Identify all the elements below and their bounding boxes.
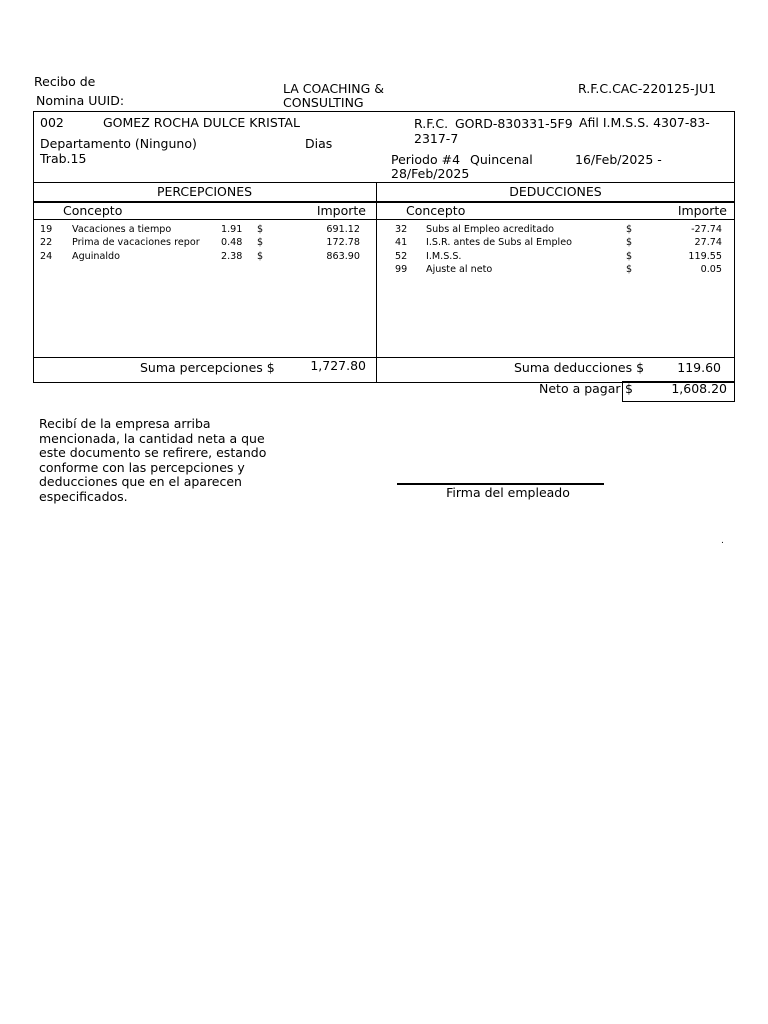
table-row <box>0 237 768 250</box>
row-concept: Aguinaldo <box>72 251 120 262</box>
signature-label: Firma del empleado <box>446 485 570 500</box>
percepciones-amount-header: Importe <box>316 203 366 218</box>
row-quantity: 0.48 <box>221 237 243 248</box>
row-code: 52 <box>395 251 408 262</box>
percepciones-sum-label: Suma percepciones $ <box>140 360 275 375</box>
row-amount: 119.55 <box>688 251 722 262</box>
row-concept: Subs al Empleo acreditado <box>426 224 555 235</box>
receipt-label: Recibo de <box>34 74 96 89</box>
percepciones-sum-value: 1,727.80 <box>310 358 366 373</box>
imss-number-line1: Afil I.M.S.S. 4307-83- <box>579 115 710 130</box>
company-name-line2: CONSULTING <box>283 95 364 110</box>
row-concept: Ajuste al neto <box>426 264 493 275</box>
deducciones-sum-value: 119.60 <box>677 360 721 375</box>
percepciones-title: PERCEPCIONES <box>156 184 253 199</box>
row-concept: I.S.R. antes de Subs al Empleo <box>426 237 572 248</box>
row-currency: $ <box>626 251 633 262</box>
company-name-line1: LA COACHING & <box>283 81 385 96</box>
employee-name: GOMEZ ROCHA DULCE KRISTAL <box>103 115 300 130</box>
row-amount: 863.90 <box>326 251 360 262</box>
row-currency: $ <box>626 264 633 275</box>
period-type: Quincenal <box>470 152 533 167</box>
employee-rfc: GORD-830331-5F9 <box>455 116 573 131</box>
days-worked: Trab.15 <box>40 151 87 166</box>
net-pay-label: Neto a pagar <box>539 381 621 396</box>
row-code: 99 <box>395 264 408 275</box>
receipt-statement: Recibí de la empresa arriba mencionada, la cantidad neta a que este documento se refirere, estando conforme con las percepciones y deducciones que en el aparecen especificados. <box>39 416 267 504</box>
row-concept: Vacaciones a tiempo <box>72 224 172 235</box>
table-totals-separator <box>33 357 734 358</box>
row-concept: Prima de vacaciones repor <box>72 237 200 248</box>
deducciones-amount-header: Importe <box>677 203 727 218</box>
table-header-separator <box>33 219 734 220</box>
deducciones-title: DEDUCCIONES <box>509 184 602 199</box>
imss-number-line2: 2317-7 <box>414 131 459 146</box>
net-pay-value: 1,608.20 <box>671 381 727 396</box>
row-amount: 27.74 <box>694 237 722 248</box>
table-row <box>0 224 768 237</box>
row-amount: 691.12 <box>326 224 360 235</box>
table-divider <box>376 182 377 382</box>
percepciones-concept-header: Concepto <box>63 203 123 218</box>
department: Departamento (Ninguno) <box>40 136 197 151</box>
row-currency: $ <box>257 237 264 248</box>
net-pay-currency: $ <box>625 381 633 396</box>
uuid-label: Nomina UUID: <box>36 93 125 108</box>
row-amount: 0.05 <box>700 264 722 275</box>
days-label: Dias <box>305 136 333 151</box>
row-quantity: 2.38 <box>221 251 243 262</box>
employee-number: 002 <box>40 115 64 130</box>
table-title-separator <box>33 201 734 203</box>
row-amount: 172.78 <box>326 237 360 248</box>
row-amount: -27.74 <box>691 224 722 235</box>
row-currency: $ <box>626 237 633 248</box>
period-end-date: 28/Feb/2025 <box>391 166 470 181</box>
deducciones-sum-label: Suma deducciones $ <box>514 360 645 375</box>
row-code: 24 <box>40 251 53 262</box>
row-code: 32 <box>395 224 408 235</box>
row-code: 19 <box>40 224 53 235</box>
period-number: Periodo #4 <box>391 152 461 167</box>
table-row <box>0 251 768 264</box>
row-concept: I.M.S.S. <box>426 251 462 262</box>
row-currency: $ <box>257 224 264 235</box>
row-currency: $ <box>257 251 264 262</box>
page-mark: . <box>721 536 724 546</box>
table-row <box>0 264 768 277</box>
row-code: 22 <box>40 237 53 248</box>
row-code: 41 <box>395 237 408 248</box>
company-rfc: R.F.C.CAC-220125-JU1 <box>578 81 717 96</box>
row-quantity: 1.91 <box>221 224 243 235</box>
concepts-table <box>33 182 735 383</box>
period-start-date: 16/Feb/2025 - <box>575 152 662 167</box>
row-currency: $ <box>626 224 633 235</box>
deducciones-concept-header: Concepto <box>406 203 466 218</box>
employee-rfc-label: R.F.C. <box>414 116 449 131</box>
